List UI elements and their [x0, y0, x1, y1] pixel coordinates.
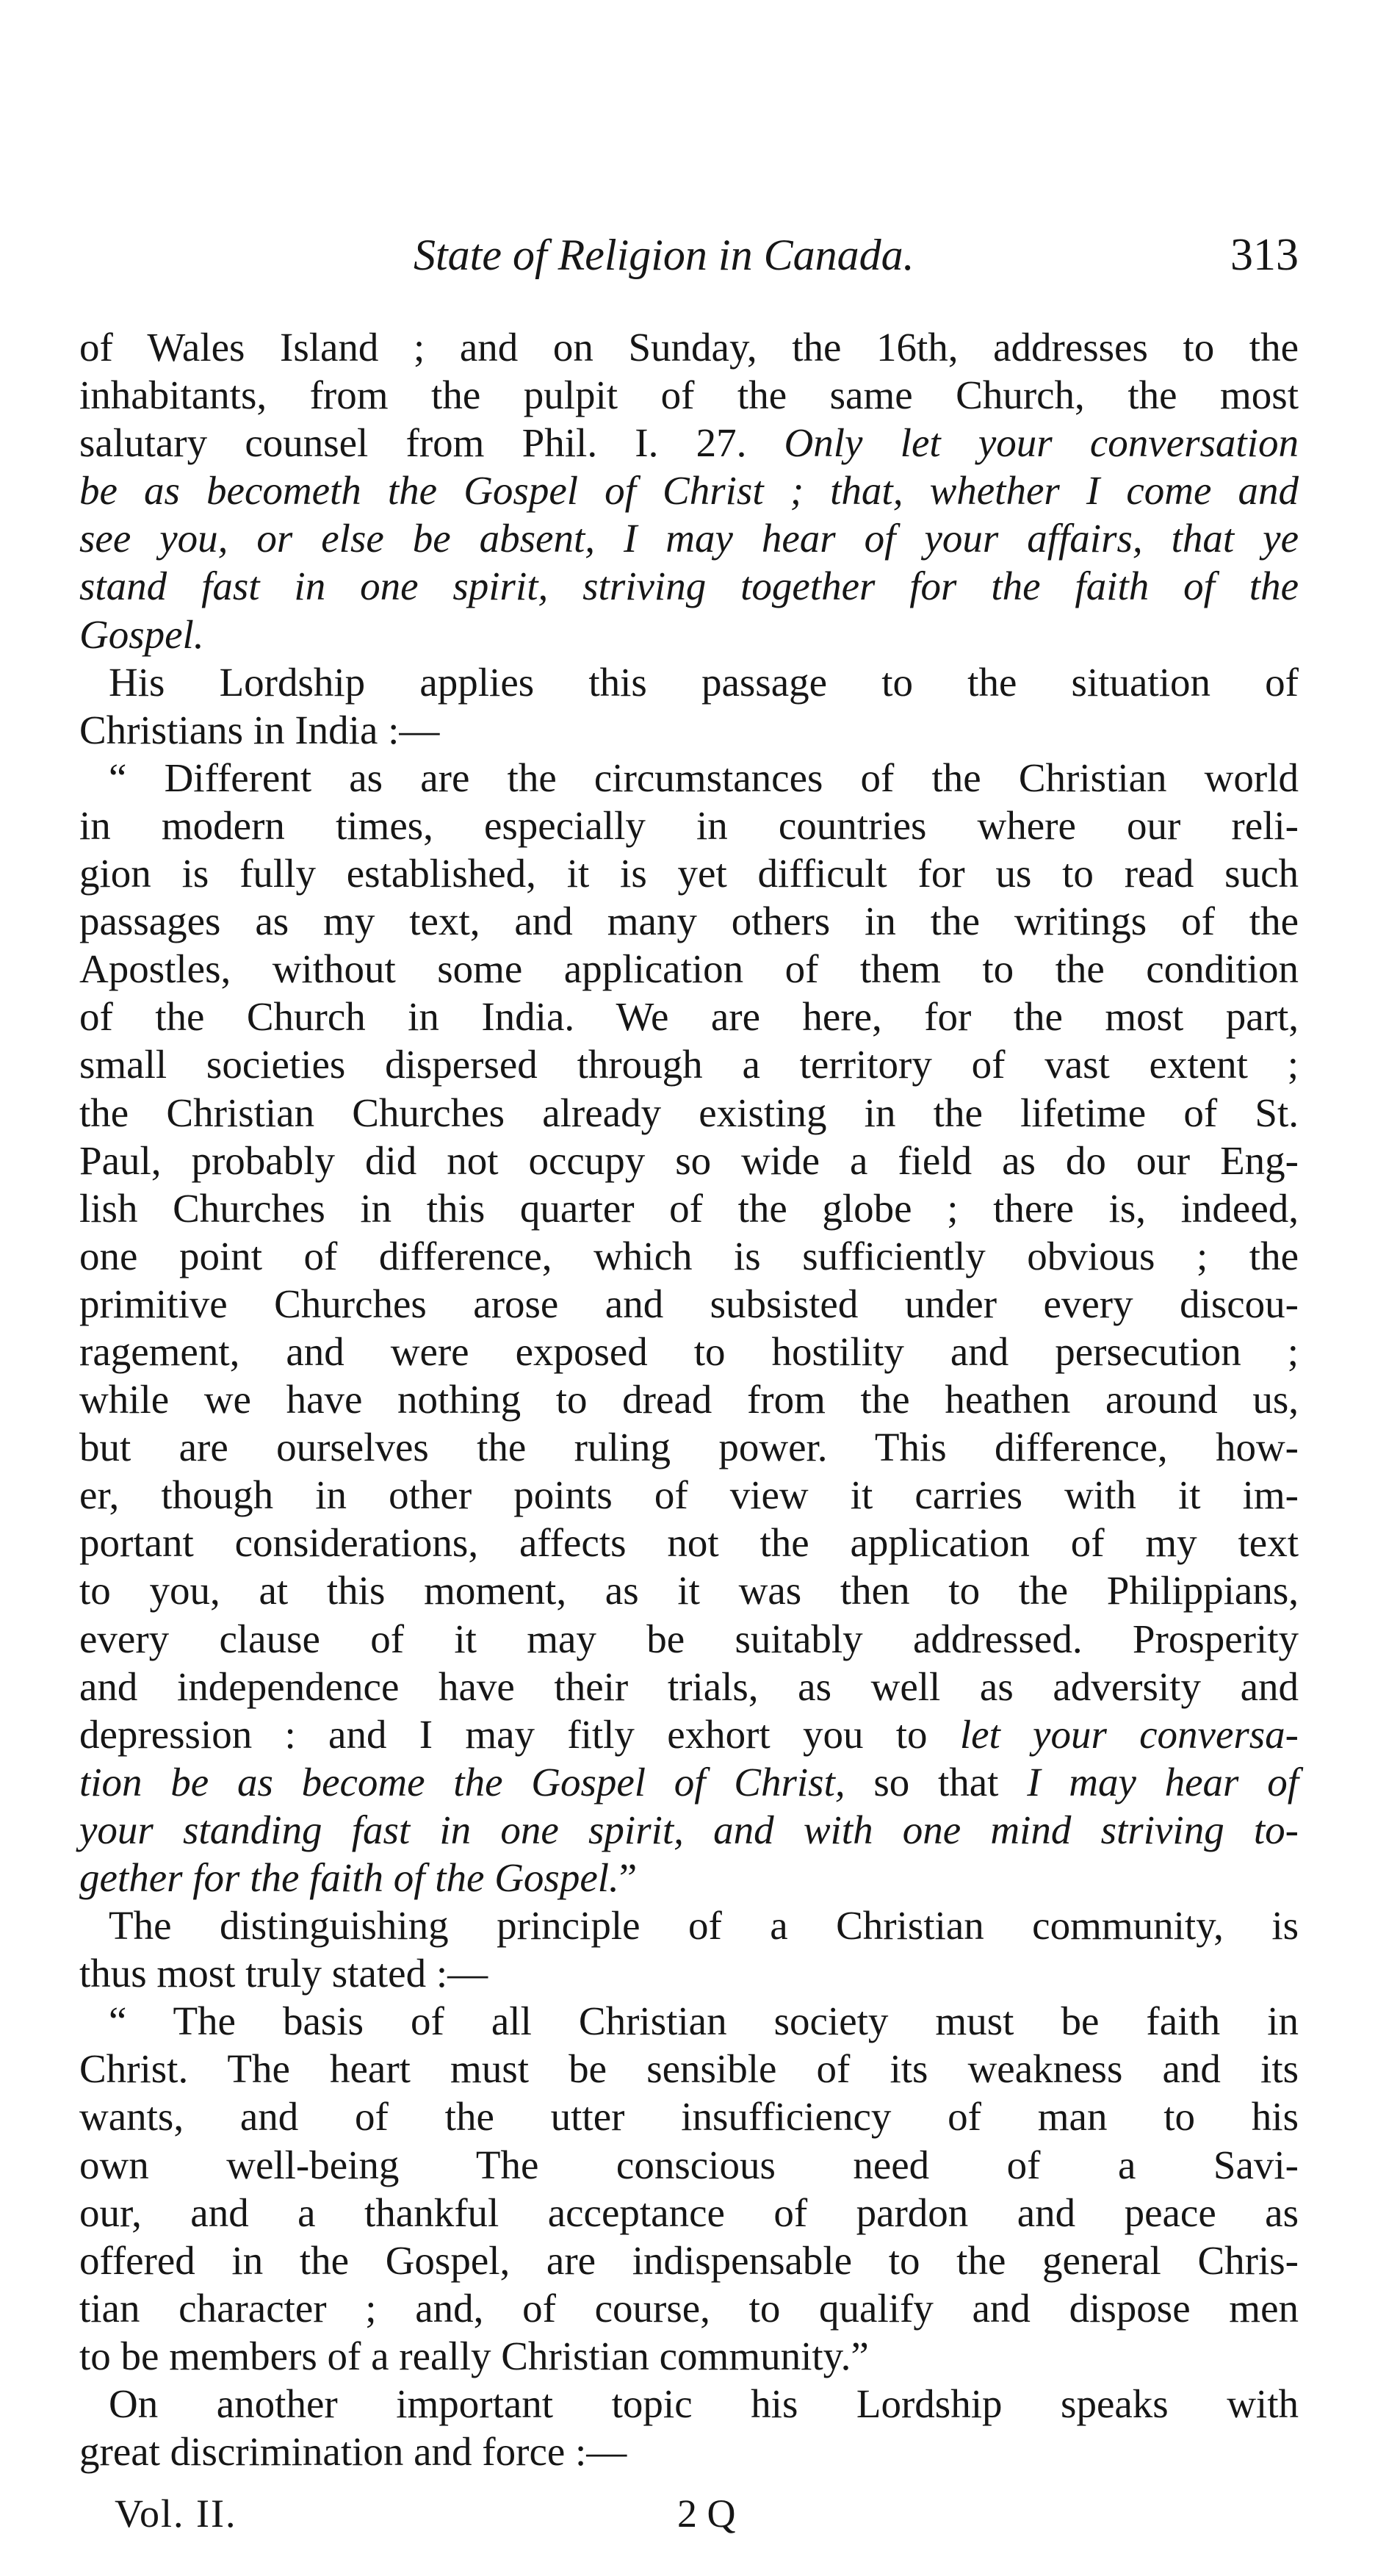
text-line — [79, 1566, 1299, 1614]
text-run: The distinguishing principle of a Christian community, is — [109, 1903, 1299, 1949]
text-line — [79, 371, 1299, 419]
text-run: salutary counsel from Phil. I. 27. — [79, 420, 784, 466]
text-line — [79, 1949, 1299, 1997]
text-run: portant considerations, affects not the application of my text — [79, 1520, 1299, 1566]
text-line — [79, 1423, 1299, 1471]
text-run: tian character ; and, of course, to qualify and dispose men — [79, 2285, 1299, 2331]
italic-text-run: be as becometh the Gospel of Christ ; that, whether I come and — [79, 468, 1299, 514]
text-run: er, though in other points of view it carries with it im- — [79, 1472, 1299, 1518]
text-line — [79, 1184, 1299, 1232]
text-line — [79, 1471, 1299, 1519]
text-line — [79, 754, 1299, 802]
text-run: “ The basis of all Christian society must be faith in — [109, 1998, 1299, 2044]
text-run: own well-being The conscious need of a Savi- — [79, 2142, 1299, 2187]
italic-text-run: see you, or else be absent, I may hear of your affairs, that ye — [79, 516, 1299, 561]
text-run: “ Different as are the circumstances of the Christian world — [109, 755, 1299, 800]
text-line — [79, 323, 1299, 371]
text-run: to you, at this moment, as it was then to the Philippians, — [79, 1568, 1299, 1613]
text-run: Paul, probably did not occupy so wide a field as do our Eng- — [79, 1137, 1299, 1183]
running-header — [79, 224, 1299, 290]
italic-text-run: tion be as become the Gospel of Christ, — [79, 1759, 845, 1805]
text-run: so that — [845, 1759, 1028, 1805]
text-line — [79, 2428, 1299, 2475]
italic-text-run: let your conversa- — [959, 1711, 1299, 1757]
body-text — [79, 323, 1299, 2475]
text-line — [79, 1758, 1299, 1806]
text-run: of the Church in India. We are here, for the most part, — [79, 994, 1299, 1040]
text-run: in modern times, especially in countries where our reli- — [79, 802, 1299, 848]
running-title: State of Religion in Canada. — [414, 231, 914, 279]
text-line — [79, 514, 1299, 562]
text-line — [79, 1902, 1299, 1949]
page-number: 313 — [1230, 230, 1299, 280]
italic-text-run: I may hear of — [1027, 1759, 1299, 1805]
text-line — [79, 1615, 1299, 1663]
text-line — [79, 1280, 1299, 1328]
text-line — [79, 658, 1299, 706]
text-line — [79, 2380, 1299, 2428]
text-line — [79, 2332, 1299, 2380]
text-run: gion is fully established, it is yet difficult for us to read such — [79, 851, 1299, 896]
text-run: Christians in India :— — [79, 707, 440, 752]
text-run: primitive Churches arose and subsisted under every discou- — [79, 1281, 1299, 1326]
text-line — [79, 419, 1299, 467]
italic-text-run: Only let your conversation — [784, 420, 1299, 466]
text-line — [79, 1997, 1299, 2045]
volume-signature: Vol. II. — [115, 2492, 237, 2536]
text-line — [79, 1040, 1299, 1088]
text-run: small societies dispersed through a territory of vast extent ; — [79, 1042, 1299, 1087]
text-line — [79, 467, 1299, 514]
text-run: thus most truly stated :— — [79, 1951, 488, 1996]
text-line — [79, 706, 1299, 754]
text-line — [79, 2141, 1299, 2189]
text-run: wants, and of the utter insufficiency of man to his — [79, 2094, 1299, 2140]
text-run: to be members of a really Christian community.” — [79, 2333, 869, 2378]
text-run: but are ourselves the ruling power. This difference, how- — [79, 1425, 1299, 1470]
text-line — [79, 1089, 1299, 1137]
text-line — [79, 1328, 1299, 1375]
text-run: depression : and I may fitly exhort you to — [79, 1711, 960, 1757]
text-line — [79, 1375, 1299, 1423]
text-line — [79, 993, 1299, 1040]
text-line — [79, 2093, 1299, 2140]
text-run: great discrimination and force :— — [79, 2429, 627, 2475]
text-line — [79, 897, 1299, 945]
text-run: every clause of it may be suitably addressed. Prosperity — [79, 1616, 1299, 1661]
text-run: passages as my text, and many others in the writings of the — [79, 899, 1299, 944]
text-run: His Lordship applies this passage to the situation of — [109, 659, 1299, 705]
text-line — [79, 562, 1299, 610]
text-line — [79, 1663, 1299, 1710]
text-line — [79, 1519, 1299, 1566]
text-line — [79, 2284, 1299, 2332]
text-run: our, and a thankful acceptance of pardon and peace as — [79, 2190, 1299, 2235]
text-run: and independence have their trials, as well as adversity and — [79, 1663, 1299, 1709]
text-line — [79, 849, 1299, 897]
text-run: one point of difference, which is sufficiently obvious ; the — [79, 1233, 1299, 1278]
text-run: inhabitants, from the pulpit of the same Church, the most — [79, 373, 1299, 418]
text-run: Christ. The heart must be sensible of its weakness and its — [79, 2046, 1299, 2092]
text-run: offered in the Gospel, are indispensable to the general Chris- — [79, 2237, 1299, 2283]
text-line — [79, 1806, 1299, 1854]
text-run: the Christian Churches already existing in the lifetime of St. — [79, 1090, 1299, 1135]
text-line — [79, 1710, 1299, 1758]
italic-text-run: gether for the faith of the Gospel. — [79, 1855, 619, 1900]
text-line — [79, 2045, 1299, 2093]
text-line — [79, 2189, 1299, 2237]
page-footer — [115, 2487, 849, 2546]
text-line — [79, 611, 1299, 658]
text-run: Apostles, without some application of them to the condition — [79, 946, 1299, 992]
text-line — [79, 945, 1299, 993]
text-run: ” — [618, 1855, 638, 1900]
sheet-signature-mark: 2 Q — [677, 2492, 736, 2536]
text-run: of Wales Island ; and on Sunday, the 16th, addresses to the — [79, 325, 1299, 370]
text-run: lish Churches in this quarter of the globe ; there is, indeed, — [79, 1185, 1299, 1231]
text-run: while we have nothing to dread from the heathen around us, — [79, 1377, 1299, 1422]
italic-text-run: your standing fast in one spirit, and with one mind striving to- — [79, 1807, 1299, 1852]
text-run: ragement, and were exposed to hostility and persecution ; — [79, 1328, 1299, 1374]
text-run: On another important topic his Lordship speaks with — [109, 2381, 1299, 2427]
text-line — [79, 802, 1299, 849]
text-line — [79, 1854, 1299, 1902]
text-line — [79, 1232, 1299, 1280]
text-line — [79, 2237, 1299, 2284]
italic-text-run: stand fast in one spirit, striving together for the faith of the — [79, 564, 1299, 609]
text-line — [79, 1137, 1299, 1184]
italic-text-run: Gospel. — [79, 611, 204, 657]
